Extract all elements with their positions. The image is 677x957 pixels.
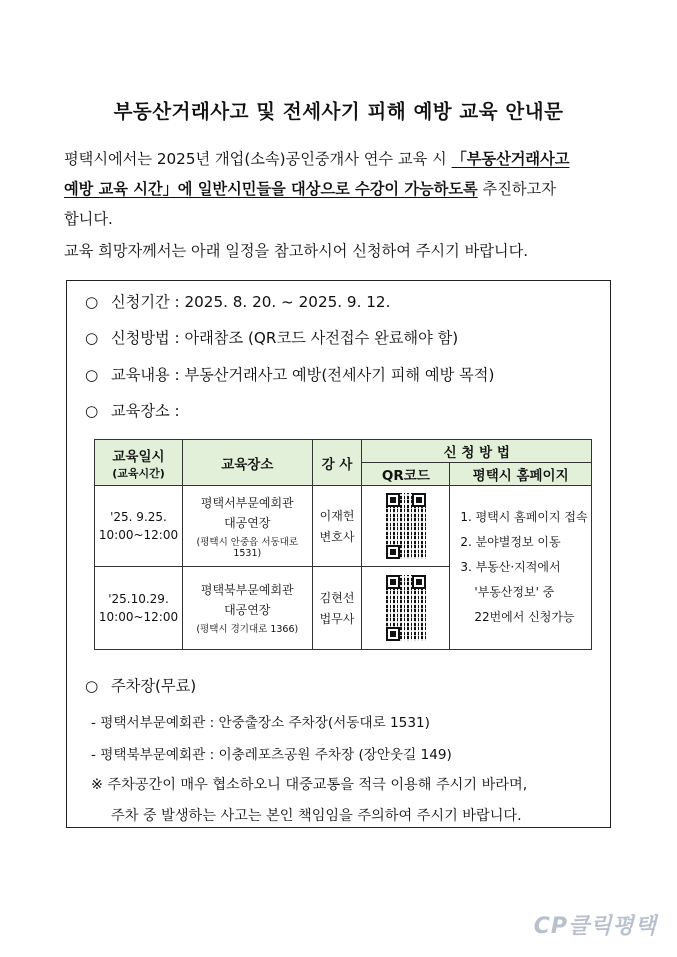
item-method: ○ 신청방법 : 아래참조 (QR코드 사전접수 완료해야 함) bbox=[85, 329, 459, 347]
qr-finder-icon bbox=[412, 493, 426, 507]
table-row bbox=[95, 486, 592, 567]
qr-finder-icon bbox=[412, 575, 426, 589]
document-title: 부동산거래사고 및 전세사기 피해 예방 교육 안내문 bbox=[113, 100, 564, 123]
qr-code-image[interactable] bbox=[386, 575, 426, 641]
intro-text-end: 합니다. bbox=[64, 210, 113, 228]
circle-bullet-icon: ○ bbox=[85, 677, 99, 695]
header-homepage: 평택시 홈페이지 bbox=[450, 463, 592, 486]
intro-text-cont: 추진하고자 bbox=[477, 180, 556, 198]
intro-highlight-cont: 예방 교육 시간」에 일반시민들을 대상으로 수강이 가능하도록 bbox=[64, 180, 478, 198]
intro-paragraph bbox=[64, 144, 624, 266]
parking-note-cont: 주차 중 발생하는 사고는 본인 책임임을 주의하여 주시기 바랍니다. bbox=[111, 808, 522, 824]
parking-north: - 평택북부문예회관 : 이충레포츠공원 주차장 (장안웃길 149) bbox=[91, 747, 452, 763]
circle-bullet-icon: ○ bbox=[85, 402, 99, 420]
header-place: 교육장소 bbox=[182, 440, 312, 486]
row-lecturer: 이재헌 변호사 bbox=[312, 486, 362, 567]
item-place: ○ 교육장소 : bbox=[85, 402, 180, 420]
qr-finder-icon bbox=[386, 575, 400, 589]
item-period: ○ 신청기간 : 2025. 8. 20. ~ 2025. 9. 12. bbox=[85, 293, 391, 311]
circle-bullet-icon: ○ bbox=[85, 329, 99, 347]
parking-note: ※ 주차공간이 매우 협소하오니 대중교통을 적극 이용해 주시기 바라며, bbox=[91, 777, 528, 793]
row-lecturer: 김현선 법무사 bbox=[312, 567, 362, 650]
qr-code-cell bbox=[362, 567, 450, 650]
qr-finder-icon bbox=[386, 627, 400, 641]
header-method: 신 청 방 법 bbox=[362, 440, 592, 463]
circle-bullet-icon: ○ bbox=[85, 293, 99, 311]
intro-text: 평택시에서는 2025년 개업(소속)공인중개사 연수 교육 시 bbox=[64, 150, 452, 168]
header-lecturer: 강 사 bbox=[312, 440, 362, 486]
row-datetime: '25.10.29. 10:00~12:00 bbox=[95, 567, 183, 650]
intro-highlight: 「부동산거래사고 bbox=[451, 150, 570, 168]
qr-finder-icon bbox=[386, 545, 400, 559]
qr-code-image[interactable] bbox=[386, 493, 426, 559]
intro-request: 교육 희망자께서는 아래 일정을 참고하시어 신청하여 주시기 바랍니다. bbox=[64, 242, 529, 260]
circle-bullet-icon: ○ bbox=[85, 366, 99, 384]
schedule-table bbox=[94, 439, 592, 650]
header-qr: QR코드 bbox=[362, 463, 450, 486]
item-content: ○ 교육내용 : 부동산거래사고 예방(전세사기 피해 예방 목적) bbox=[85, 366, 495, 384]
qr-code-cell bbox=[362, 486, 450, 567]
header-date: 교육일시 (교육시간) bbox=[95, 440, 183, 486]
item-parking: ○ 주차장(무료) bbox=[85, 677, 197, 695]
qr-finder-icon bbox=[386, 493, 400, 507]
row-datetime: '25. 9.25. 10:00~12:00 bbox=[95, 486, 183, 567]
row-place: 평택서부문예회관 대공연장 (평택시 안중읍 서동대로 1531) bbox=[182, 486, 312, 567]
homepage-steps: 1. 평택시 홈페이지 접속 2. 분야별정보 이동 3. 부동산·지적에서 '부동산정보' 중 22번에서 신청가능 bbox=[450, 486, 592, 650]
info-box bbox=[66, 280, 611, 828]
watermark-logo: CP클릭평택 bbox=[533, 914, 657, 939]
parking-west: - 평택서부문예회관 : 안중출장소 주차장(서동대로 1531) bbox=[91, 715, 430, 731]
row-place: 평택북부문예회관 대공연장 (평택시 경기대로 1366) bbox=[182, 567, 312, 650]
